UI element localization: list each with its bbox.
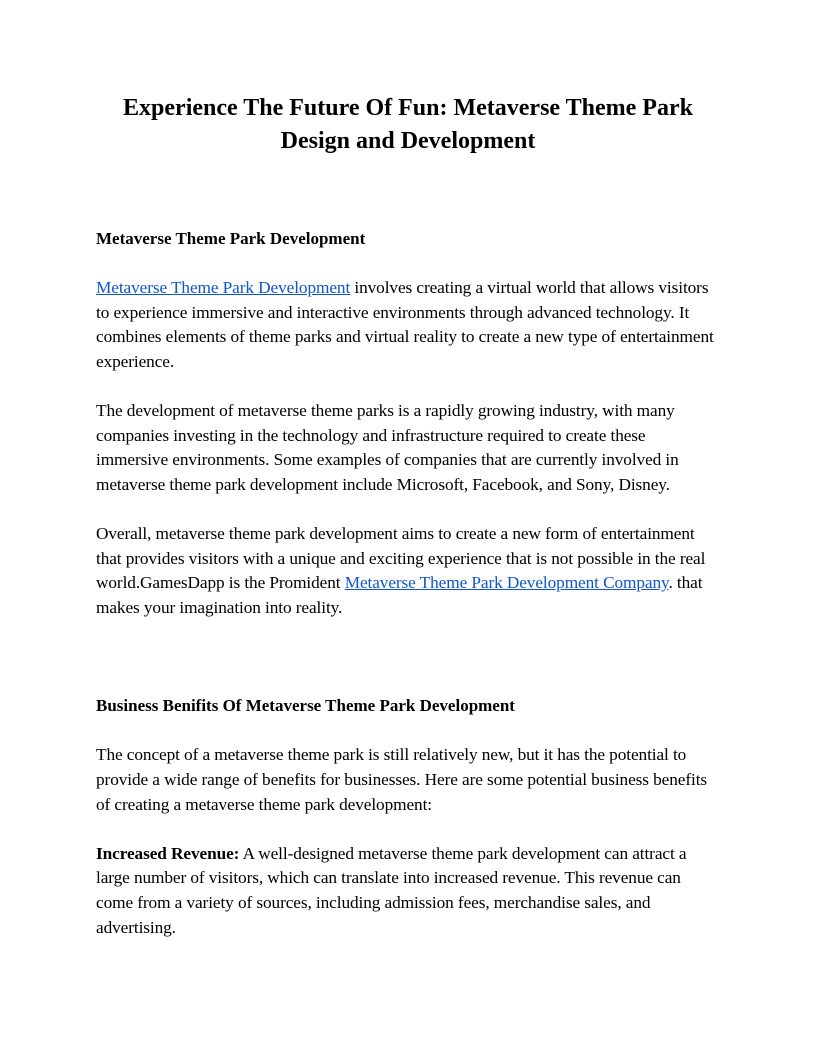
- document-page: [96, 92, 720, 940]
- increased-revenue-text: A well-designed metaverse theme park development can attract a large number of visitors, which can translate into increased revenue. This revenue can come from a variety of sources, including admission fees, merchandise sales, and advertising.: [96, 843, 687, 937]
- paragraph-intro-text: involves creating a virtual world that allows visitors to experience immersive and interactive environments through advanced technology. It combines elements of theme parks and virtual reality to create a new type of entertainment experience.: [96, 278, 714, 371]
- paragraph-overall-tail: . that makes your imagination into reality.: [96, 573, 703, 617]
- development-company-link[interactable]: Metaverse Theme Park Development Company: [344, 573, 669, 593]
- increased-revenue-label: Increased Revenue:: [96, 843, 240, 863]
- paragraph-intro: [96, 276, 720, 374]
- section-heading-development: Metaverse Theme Park Development: [96, 229, 366, 248]
- metaverse-theme-park-development-link[interactable]: Metaverse Theme Park Development: [96, 278, 351, 298]
- paragraph-industry: The development of metaverse theme parks is a rapidly growing industry, with many companies investing in the technology and infrastructure required to create these immersive environments. Some examples of companies that are currently involved in metaverse theme park development include Microsoft, Facebook, and Sony, Disney.: [96, 401, 679, 494]
- document-title: Experience The Future Of Fun: Metaverse Theme Park Design and Development: [123, 95, 693, 154]
- paragraph-overall-text: Overall, metaverse theme park development aims to create a new form of entertainment that provides visitors with a unique and exciting experience that is not possible in the real world.GamesDapp is the Promident: [96, 524, 706, 593]
- paragraph-benefits-intro: The concept of a metaverse theme park is still relatively new, but it has the potential to provide a wide range of benefits for businesses. Here are some potential business benefits of creating a metaverse theme park development:: [96, 745, 708, 814]
- paragraph-overall: [96, 522, 720, 620]
- paragraph-increased-revenue: [96, 842, 720, 940]
- section-heading-business-benefits: Business Benifits Of Metaverse Theme Park Development: [96, 696, 515, 716]
